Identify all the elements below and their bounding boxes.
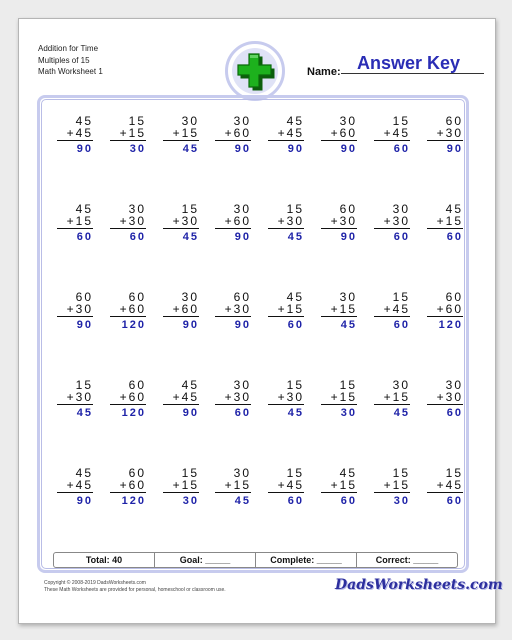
answer: 45: [234, 495, 251, 507]
correct-field[interactable]: Correct: _____: [375, 555, 439, 565]
addend-bottom: +45: [436, 478, 463, 492]
answer: 90: [182, 407, 199, 419]
sum-rule: [374, 140, 410, 141]
addition-problem: [370, 291, 410, 331]
answer: 45: [393, 407, 410, 419]
sum-rule: [374, 404, 410, 405]
sum-rule: [268, 140, 304, 141]
addend-top: 60: [233, 290, 251, 304]
addend-bottom: +45: [66, 126, 93, 140]
sum-rule: [215, 404, 251, 405]
sum-rule: [268, 228, 304, 229]
addend-bottom: +60: [330, 126, 357, 140]
addition-problem: [423, 203, 463, 243]
answer: 45: [340, 319, 357, 331]
sum-rule: [110, 316, 146, 317]
addition-problem: [106, 467, 146, 507]
sum-rule: [57, 140, 93, 141]
addend-bottom: +60: [119, 390, 146, 404]
addition-problem: [264, 291, 304, 331]
addend-bottom: +45: [383, 302, 410, 316]
addend-top: 30: [392, 202, 410, 216]
addition-problem: [370, 379, 410, 419]
addend-top: 60: [75, 290, 93, 304]
addend-top: 30: [339, 114, 357, 128]
sum-rule: [110, 404, 146, 405]
addition-problem: [370, 115, 410, 155]
addend-top: 15: [181, 202, 199, 216]
addend-top: 45: [75, 202, 93, 216]
addition-problem: [423, 291, 463, 331]
answer: 45: [287, 407, 304, 419]
addend-bottom: +45: [277, 478, 304, 492]
subtitle-line: Multiples of 15: [38, 55, 90, 65]
addition-problem: [159, 203, 199, 243]
sum-rule: [268, 316, 304, 317]
answer: 90: [340, 231, 357, 243]
addend-bottom: +15: [172, 126, 199, 140]
addend-top: 60: [128, 378, 146, 392]
addition-problem: [317, 467, 357, 507]
answer: 90: [182, 319, 199, 331]
name-label: Name:: [307, 66, 341, 78]
answer: 60: [393, 231, 410, 243]
goal-field[interactable]: Goal: _____: [155, 553, 256, 567]
addend-top: 30: [128, 202, 146, 216]
answer: 60: [76, 231, 93, 243]
logo-badge: [225, 41, 285, 101]
answer: 90: [76, 319, 93, 331]
addend-bottom: +15: [119, 126, 146, 140]
addend-bottom: +15: [330, 478, 357, 492]
sum-rule: [268, 404, 304, 405]
answer: 90: [446, 143, 463, 155]
addend-top: 45: [181, 378, 199, 392]
answer: 45: [287, 231, 304, 243]
addend-bottom: +45: [66, 478, 93, 492]
addend-top: 45: [75, 114, 93, 128]
addend-top: 30: [233, 466, 251, 480]
addend-top: 30: [233, 114, 251, 128]
addend-bottom: +30: [119, 214, 146, 228]
sum-rule: [321, 492, 357, 493]
sum-rule: [427, 404, 463, 405]
addend-bottom: +45: [383, 126, 410, 140]
addend-top: 15: [339, 378, 357, 392]
addend-bottom: +30: [436, 390, 463, 404]
sum-rule: [374, 316, 410, 317]
addend-bottom: +60: [224, 214, 251, 228]
addition-problem: [317, 291, 357, 331]
addend-top: 30: [445, 378, 463, 392]
complete-field[interactable]: Complete: _____: [256, 553, 357, 567]
addition-problem: [370, 467, 410, 507]
addition-problem: [264, 467, 304, 507]
sum-rule: [163, 404, 199, 405]
sum-rule: [163, 316, 199, 317]
addend-bottom: +30: [436, 126, 463, 140]
answer: 30: [182, 495, 199, 507]
sum-rule: [57, 228, 93, 229]
addition-problem: [159, 379, 199, 419]
addend-bottom: +30: [66, 390, 93, 404]
sum-rule: [57, 404, 93, 405]
addition-problem: [211, 467, 251, 507]
addend-top: 45: [75, 466, 93, 480]
addition-problem: [317, 379, 357, 419]
addition-problem: [317, 115, 357, 155]
green-plus-icon: [235, 51, 275, 91]
addend-bottom: +45: [172, 390, 199, 404]
addend-bottom: +15: [224, 478, 251, 492]
addition-problem: [106, 115, 146, 155]
addend-top: 15: [75, 378, 93, 392]
answer: 120: [121, 495, 146, 507]
addend-bottom: +15: [330, 390, 357, 404]
addition-problem: [53, 379, 93, 419]
answer: 60: [393, 143, 410, 155]
addend-bottom: +15: [66, 214, 93, 228]
addend-bottom: +15: [330, 302, 357, 316]
addend-bottom: +15: [383, 478, 410, 492]
answer-key-label: Answer Key: [357, 53, 461, 73]
addend-top: 30: [339, 290, 357, 304]
sum-rule: [374, 228, 410, 229]
total-count: Total: 40: [54, 553, 155, 567]
addition-problem: [370, 203, 410, 243]
answer: 45: [182, 143, 199, 155]
answer: 90: [76, 495, 93, 507]
addition-problem: [211, 203, 251, 243]
addend-bottom: +60: [172, 302, 199, 316]
sum-rule: [110, 140, 146, 141]
sum-rule: [163, 492, 199, 493]
addend-bottom: +30: [330, 214, 357, 228]
answer: 45: [182, 231, 199, 243]
addend-top: 60: [445, 114, 463, 128]
addend-top: 15: [392, 114, 410, 128]
addend-top: 45: [286, 290, 304, 304]
answer: 120: [121, 319, 146, 331]
usage-line: These Math Worksheets are provided for personal, homeschool or classroom use.: [44, 586, 226, 593]
sum-rule: [110, 228, 146, 229]
addition-problem: [106, 203, 146, 243]
title-line: Addition for Time: [38, 44, 99, 53]
addition-problem: [211, 115, 251, 155]
sum-rule: [163, 140, 199, 141]
addend-top: 15: [286, 466, 304, 480]
sum-rule: [427, 140, 463, 141]
addition-problem: [159, 291, 199, 331]
answer: 60: [287, 319, 304, 331]
addend-bottom: +30: [66, 302, 93, 316]
sum-rule: [321, 140, 357, 141]
addend-bottom: +60: [224, 126, 251, 140]
sum-rule: [427, 228, 463, 229]
addend-bottom: +15: [172, 478, 199, 492]
addend-top: 60: [128, 290, 146, 304]
addition-problem: [53, 467, 93, 507]
addend-top: 15: [286, 378, 304, 392]
answer: 90: [287, 143, 304, 155]
worksheet-title: [38, 43, 103, 78]
answer: 60: [393, 319, 410, 331]
sum-rule: [163, 228, 199, 229]
addition-problem: [53, 115, 93, 155]
addition-problem: [159, 467, 199, 507]
answer: 60: [129, 231, 146, 243]
addend-bottom: +30: [277, 214, 304, 228]
addend-bottom: +60: [119, 478, 146, 492]
copyright-line: Copyright © 2008-2019 DadsWorksheets.com: [44, 580, 146, 586]
addend-bottom: +15: [436, 214, 463, 228]
addend-bottom: +30: [224, 390, 251, 404]
addition-problem: [211, 379, 251, 419]
answer: 90: [234, 143, 251, 155]
sum-rule: [321, 228, 357, 229]
addition-problem: [423, 467, 463, 507]
sum-rule: [321, 404, 357, 405]
addend-bottom: +30: [277, 390, 304, 404]
answer: 90: [340, 143, 357, 155]
sum-rule: [215, 492, 251, 493]
addend-top: 30: [392, 378, 410, 392]
addition-problem: [264, 379, 304, 419]
addition-problem: [53, 203, 93, 243]
addition-problem: [317, 203, 357, 243]
answer: 120: [438, 319, 463, 331]
answer: 60: [234, 407, 251, 419]
addend-top: 60: [445, 290, 463, 304]
addend-bottom: +15: [277, 302, 304, 316]
answer: 30: [393, 495, 410, 507]
answer: 60: [446, 407, 463, 419]
sum-rule: [321, 316, 357, 317]
addend-bottom: +60: [119, 302, 146, 316]
addend-top: 30: [181, 114, 199, 128]
sum-rule: [374, 492, 410, 493]
addition-problem: [264, 115, 304, 155]
copyright-notice: [44, 580, 226, 593]
addition-problem: [106, 291, 146, 331]
sum-rule: [215, 140, 251, 141]
addition-problem: [106, 379, 146, 419]
addition-problem: [159, 115, 199, 155]
answer: 90: [234, 319, 251, 331]
sum-rule: [427, 492, 463, 493]
addend-top: 30: [233, 202, 251, 216]
addend-bottom: +30: [172, 214, 199, 228]
answer: 60: [446, 231, 463, 243]
addend-top: 15: [392, 290, 410, 304]
addend-top: 15: [392, 466, 410, 480]
score-footer: [53, 552, 458, 568]
addition-problem: [53, 291, 93, 331]
sum-rule: [268, 492, 304, 493]
addend-top: 15: [286, 202, 304, 216]
addition-problem: [423, 115, 463, 155]
answer: 60: [340, 495, 357, 507]
addend-top: 15: [445, 466, 463, 480]
answer: 60: [287, 495, 304, 507]
addition-problem: [211, 291, 251, 331]
addend-top: 30: [233, 378, 251, 392]
addend-bottom: +15: [383, 390, 410, 404]
addend-top: 45: [286, 114, 304, 128]
addend-top: 45: [339, 466, 357, 480]
answer: 60: [446, 495, 463, 507]
addition-problem: [264, 203, 304, 243]
addition-problem: [423, 379, 463, 419]
answer: 45: [76, 407, 93, 419]
addend-bottom: +45: [277, 126, 304, 140]
answer: 90: [234, 231, 251, 243]
sum-rule: [110, 492, 146, 493]
addend-top: 60: [339, 202, 357, 216]
answer: 90: [76, 143, 93, 155]
addend-top: 45: [445, 202, 463, 216]
sum-rule: [57, 492, 93, 493]
addend-bottom: +30: [224, 302, 251, 316]
sum-rule: [427, 316, 463, 317]
sum-rule: [215, 316, 251, 317]
sum-rule: [215, 228, 251, 229]
brand-logo: DadsWorksheets.com: [335, 577, 503, 593]
addend-bottom: +60: [436, 302, 463, 316]
answer: 30: [129, 143, 146, 155]
addend-bottom: +30: [383, 214, 410, 228]
addend-top: 15: [181, 466, 199, 480]
addend-top: 60: [128, 466, 146, 480]
answer: 120: [121, 407, 146, 419]
addend-top: 15: [128, 114, 146, 128]
addend-top: 30: [181, 290, 199, 304]
worksheet-number: Math Worksheet 1: [38, 67, 103, 76]
answer: 30: [340, 407, 357, 419]
sum-rule: [57, 316, 93, 317]
